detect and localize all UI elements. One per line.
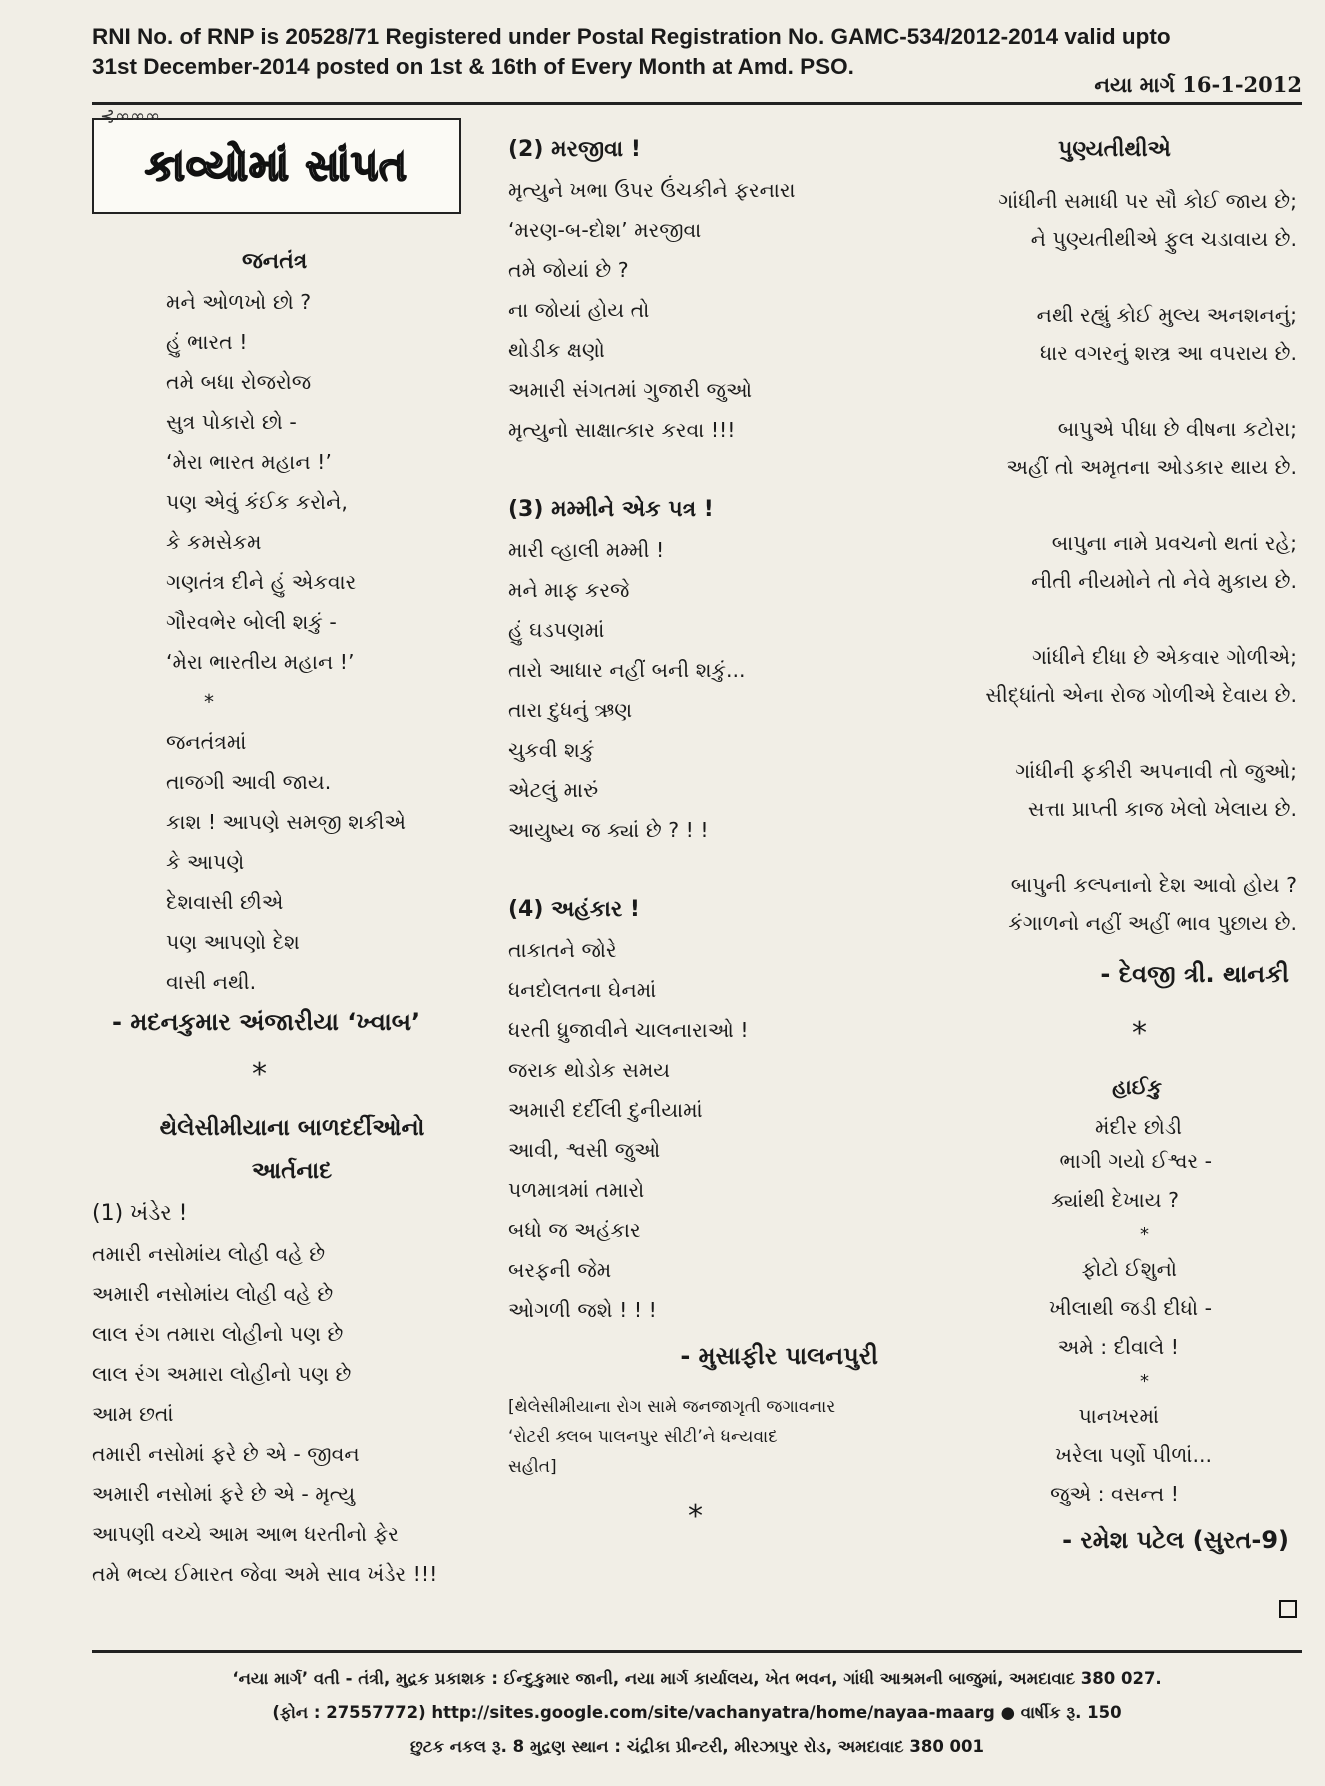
poem-line: મૃત્યુનો સાક્ષાત્કાર કરવા !!! xyxy=(508,418,736,442)
poem-line: અમારી નસોમાંય લોહી વહે છે xyxy=(92,1282,334,1306)
star-separator: * xyxy=(252,1057,267,1092)
poem-title: (2) મરજીવા ! xyxy=(508,137,641,162)
poem-line: આવી, શ્વસી જુઓ xyxy=(508,1138,661,1162)
haiku-title: હાઈકુ xyxy=(1112,1075,1162,1099)
haiku-line: પાનખરમાં xyxy=(1078,1404,1159,1428)
imprint-footer xyxy=(92,1662,1302,1764)
poem-line: તમે જોયાં છે ? xyxy=(508,258,629,282)
poem-line: કંગાળનો નહીં અહીં ભાવ પુછાય છે. xyxy=(1008,911,1297,935)
poem-line: મારી વ્હાલી મમ્મી ! xyxy=(508,538,665,562)
poem-line: ગાંધીને દીધા છે એકવાર ગોળીએ; xyxy=(1032,645,1297,669)
poem-line: વાસી નથી. xyxy=(166,970,257,994)
haiku-line: ખરેલા પર્ણો પીળાં... xyxy=(1055,1443,1212,1467)
couplet xyxy=(912,296,1297,372)
haiku-line: ખીલાથી જડી દીધો - xyxy=(1048,1296,1212,1320)
column-right xyxy=(912,130,1297,1566)
ornament-icon: ⊰∞∞∞ xyxy=(100,106,161,127)
poem-jantantra xyxy=(92,242,492,1002)
column-middle xyxy=(508,130,908,1552)
poem-line: એટલું મારું xyxy=(508,778,599,802)
price-line: છુટક નકલ રૂ. 8 મુદ્રણ સ્થાન : ચંદ્રીકા પ્રીન્ટરી, મીરઝાપુર રોડ, અમદાવાદ 380 001 xyxy=(409,1737,984,1756)
series-title-1: થેલેસીમીયાના બાળદર્દીઓનો xyxy=(159,1115,425,1141)
poem-line: જરાક થોડોક સમય xyxy=(508,1058,671,1082)
couplet xyxy=(912,638,1297,714)
note-line: [થેલેસીમીયાના રોગ સામે જનજાગૃતી જગાવનાર xyxy=(508,1397,836,1417)
poem-line: પણ એવું કંઈક કરોને, xyxy=(166,490,348,514)
poem-line: તારા દુધનું ઋણ xyxy=(508,698,633,722)
poem-title: (4) અહંકાર ! xyxy=(508,897,640,922)
poem-line: ધનદોલતના ઘેનમાં xyxy=(508,978,657,1002)
poem-line: હું ઘડપણમાં xyxy=(508,618,605,642)
poem-line: ગણતંત્ર દીને હું એકવાર xyxy=(166,570,357,594)
star-separator: * xyxy=(1132,1016,1147,1051)
poem-line: અમારી દર્દીલી દુનીયામાં xyxy=(508,1098,703,1122)
section-banner xyxy=(92,106,461,214)
poem-line: તમે ભવ્ય ઈમારત જેવા અમે સાવ ખંડેર !!! xyxy=(92,1562,438,1586)
poem-line: બાપુની કલ્પનાનો દેશ આવો હોય ? xyxy=(1010,873,1297,897)
poem-author: - દેવજી ત્રી. થાનકી xyxy=(1100,960,1289,988)
footer-rule xyxy=(92,1650,1302,1653)
poem-line: સીદ્ધાંતો એના રોજ ગોળીએ દેવાય છે. xyxy=(985,683,1297,707)
poem-title: (1) ખંડેર ! xyxy=(92,1201,188,1226)
poem-line: ચુકવી શકું xyxy=(508,738,595,762)
poem-line: નીતી નીયમોને તો નેવે મુકાય છે. xyxy=(1031,569,1297,593)
banner-title: કાવ્યોમાં સાંપત xyxy=(145,141,408,190)
haiku-line: ભાગી ગયો ઈશ્વર - xyxy=(1059,1149,1212,1173)
rni-line-2: 31st December-2014 posted on 1st & 16th of Every Month at Amd. PSO. xyxy=(92,54,854,79)
poem-line: પણ આપણો દેશ xyxy=(166,930,300,954)
poem-line: અમારી સંગતમાં ગુજારી જુઓ xyxy=(508,378,753,402)
poem-line: તાજગી આવી જાય. xyxy=(166,770,332,794)
poem-line: હું ભારત ! xyxy=(166,330,248,354)
poem-line: તમારી નસોમાં ફરે છે એ - જીવન xyxy=(92,1442,360,1466)
poem-line: અમારી નસોમાં ફરે છે એ - મૃત્યુ xyxy=(92,1482,356,1506)
poem-title: (3) મમ્મીને એક પત્ર ! xyxy=(508,497,714,522)
poem-line: બરફની જેમ xyxy=(508,1258,612,1282)
poem-line: લાલ રંગ તમારા લોહીનો પણ છે xyxy=(92,1322,344,1346)
haiku-line: ફોટો ઈશુનો xyxy=(1081,1257,1177,1281)
rni-line-1: RNI No. of RNP is 20528/71 Registered under Postal Registration No. GAMC-534/2012-2014 valid upto xyxy=(92,24,1171,49)
poem-line: બાપુના નામે પ્રવચનો થતાં રહે; xyxy=(1051,531,1297,555)
series-title-2: આર્તનાદ xyxy=(251,1158,333,1184)
column-left xyxy=(92,106,492,1594)
poem-line: પળમાત્રમાં તમારો xyxy=(508,1178,645,1202)
poem-ahankar xyxy=(508,890,908,1330)
poem-khander xyxy=(92,1194,492,1594)
poem-line: તમારી નસોમાંય લોહી વહે છે xyxy=(92,1242,326,1266)
haiku-line: મંદીર છોડી xyxy=(1095,1115,1182,1139)
poem-line: કે કમસેકમ xyxy=(166,530,262,554)
note-line: સહીત] xyxy=(508,1457,557,1477)
star-separator: * xyxy=(1140,1224,1149,1245)
poem-line: આયુષ્ય જ ક્યાં છે ? ! ! xyxy=(508,818,709,842)
haiku-line: ક્યાંથી દેખાય ? xyxy=(1051,1188,1179,1212)
star-separator: * xyxy=(688,1499,703,1534)
masthead xyxy=(92,22,1302,97)
poem-line: ‘મેરા ભારત મહાન !’ xyxy=(166,450,332,474)
poem-line: બધો જ અહંકાર xyxy=(508,1218,641,1242)
poem-letter-to-mother xyxy=(508,490,908,850)
issue-date: નયા માર્ગ 16-1-2012 xyxy=(1094,72,1302,97)
poem-line: ‘મેરા ભારતીય મહાન !’ xyxy=(166,650,355,674)
poem-line: આપણી વચ્ચે આમ આભ ધરતીનો ફેર xyxy=(92,1522,399,1546)
star-separator: * xyxy=(1140,1371,1149,1392)
contact-line: (ફોન : 27557772) http://sites.google.com/site/vachanyatra/home/nayaa-maarg ● વાર્ષીક રૂ. 150 xyxy=(272,1703,1122,1722)
poem-line: ના જોયાં હોય તો xyxy=(508,298,650,322)
poem-line: સત્તા પ્રાપ્તી કાજ ખેલો ખેલાય છે. xyxy=(1027,797,1297,821)
poem-line: તાકાતને જોરે xyxy=(508,938,617,962)
poem-author: - મદનકુમાર અંજારીયા ‘ખ્વાબ’ xyxy=(112,1008,421,1036)
poem-line: ગાંધીની ફકીરી અપનાવી તો જુઓ; xyxy=(1015,759,1297,783)
couplet xyxy=(912,182,1297,258)
poem-line: તારો આધાર નહીં બની શકું... xyxy=(508,658,746,682)
poem-line: બાપુએ પીધા છે વીષના કટોરા; xyxy=(1057,417,1297,441)
poem-line: અહીં તો અમૃતના ઓડકાર થાય છે. xyxy=(1006,455,1297,479)
poem-line: ને પુણ્યતીથીએ ફુલ ચડાવાય છે. xyxy=(1030,227,1297,251)
poem-line: ધાર વગરનું શસ્ત્ર આ વપરાય છે. xyxy=(1039,341,1297,365)
imprint-line: ‘નયા માર્ગ’ વતી - તંત્રી, મુદ્રક પ્રકાશક : ઈન્દુકુમાર જાની, નયા માર્ગ કાર્યાલય, ખેત ભવન, ગાંધી આશ્રમની બાજુમાં, અમદાવાદ 380 027. xyxy=(232,1669,1162,1688)
poem-line: ધરતી ધ્રુજાવીને ચાલનારાઓ ! xyxy=(508,1018,749,1042)
poem-line: ‘મરણ-બ-દોશ’ મરજીવા xyxy=(508,218,702,242)
end-mark-icon xyxy=(1279,1600,1297,1618)
haiku-line: અમે : દીવાલે ! xyxy=(1057,1335,1179,1359)
couplet xyxy=(912,524,1297,600)
poem-line: ગાંધીની સમાધી પર સૌ કોઈ જાય છે; xyxy=(998,189,1297,213)
poem-author: - મુસાફીર પાલનપુરી xyxy=(680,1342,878,1370)
poem-line: જનતંત્રમાં xyxy=(166,730,247,754)
poem-line: કે આપણે xyxy=(166,850,245,874)
haiku-section xyxy=(912,1062,1297,1514)
poem-line: સુત્ર પોકારો છો - xyxy=(166,410,297,434)
poem-line: થોડીક ક્ષણો xyxy=(508,338,605,362)
poem-title: જનતંત્ર xyxy=(242,249,308,274)
couplet xyxy=(912,410,1297,486)
poem-line: લાલ રંગ અમારા લોહીનો પણ છે xyxy=(92,1362,352,1386)
poem-line: ઓગળી જશે ! ! ! xyxy=(508,1298,657,1322)
couplet xyxy=(912,752,1297,828)
haiku-author: - રમેશ પટેલ (સુરત-9) xyxy=(1062,1526,1289,1554)
couplet xyxy=(912,866,1297,942)
note-line: ‘રોટરી ક્લબ પાલનપુર સીટી’ને ધન્યવાદ xyxy=(508,1427,778,1447)
poem-line: આમ છતાં xyxy=(92,1402,174,1426)
poem-line: નથી રહ્યું કોઈ મુલ્ય અનશનનું; xyxy=(1036,303,1297,327)
poem-line: મને ઓળખો છો ? xyxy=(166,290,312,314)
poem-line: મૃત્યુને ખભા ઉપર ઉંચકીને ફરનારા xyxy=(508,178,796,202)
poem-line: તમે બધા રોજરોજ xyxy=(166,370,312,394)
poem-line: કાશ ! આપણે સમજી શકીએ xyxy=(166,810,407,834)
poem-title: પુણ્યતીથીએ xyxy=(1058,137,1171,162)
header-rule xyxy=(92,102,1302,105)
poem-line: મને માફ કરજે xyxy=(508,578,630,602)
haiku-line: જુએ : વસન્ત ! xyxy=(1050,1482,1179,1506)
poem-line: દેશવાસી છીએ xyxy=(166,890,284,914)
poem-marjiva xyxy=(508,130,908,450)
star-separator: * xyxy=(204,690,214,714)
poem-line: ગૌરવભેર બોલી શકું - xyxy=(166,610,337,634)
